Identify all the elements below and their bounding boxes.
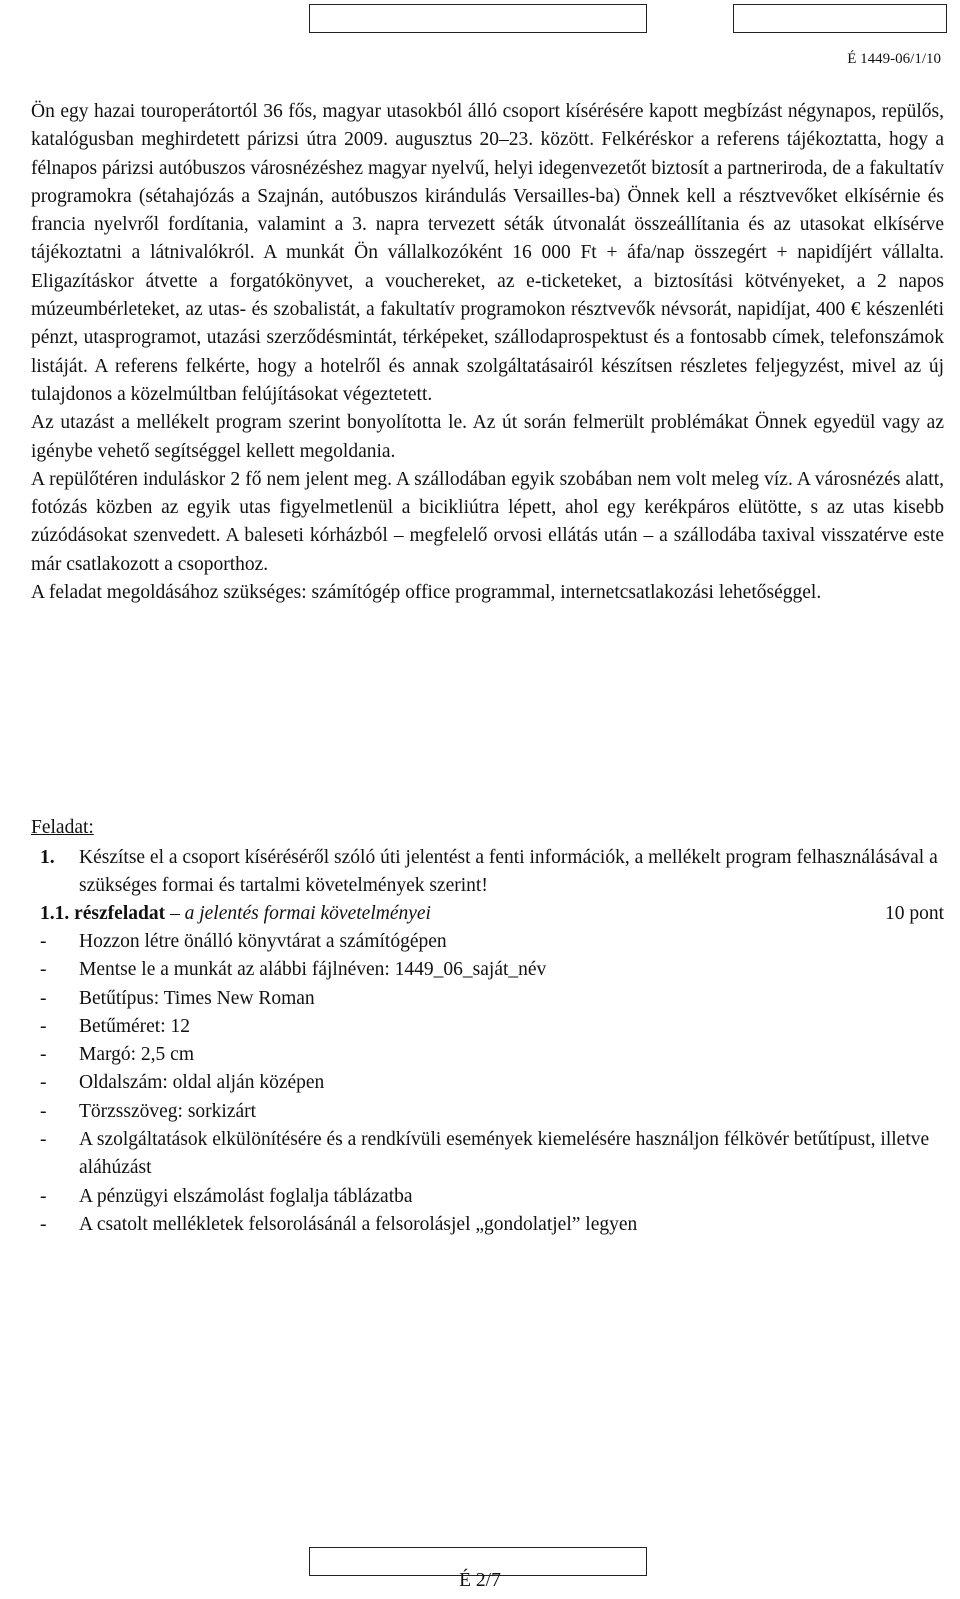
subtask-title: a jelentés formai követelményei <box>184 903 431 924</box>
list-item: - Mentse le a munkát az alábbi fájlnéven: 1449_06_saját_név <box>40 956 944 984</box>
list-item: - Betűtípus: Times New Roman <box>40 985 944 1013</box>
page-number: É 2/7 <box>459 1570 501 1591</box>
subtask-points: 10 pont <box>884 903 944 924</box>
document-code: É 1449-06/1/10 <box>847 51 941 67</box>
subtask-number: 1.1. részfeladat <box>40 903 166 924</box>
subtask-dash: – <box>165 903 185 924</box>
task-1-text: Készítse el a csoport kíséréséről szóló úti jelentést a fenti információk, a mellékelt program felhasználásával a szükséges formai és tartalmi követelmények szerint! <box>79 847 938 897</box>
list-item: - Törzsszöveg: sorkizárt <box>40 1098 944 1126</box>
intro-paragraph-3: A repülőtéren induláskor 2 fő nem jelent meg. A szállodában egyik szobában nem volt meleg víz. A városnézés alatt, fotózás közben az egyik utas figyelmetlenül a bicikliútra lépett, ahol egy kerékpáros elütötte, s az utas kisebb zúzódásokat szenvedett. A baleseti kórházból – megfelelő orvosi ellátás után – a szállodába taxival visszatérve este már csatlakozott a csoporthoz. <box>31 468 944 575</box>
intro-paragraph-2: Az utazást a mellékelt program szerint bonyolította le. Az út során felmerült problémákat Önnek egyedül vagy az igénybe vehető segítséggel kellett megoldania. <box>31 412 944 462</box>
subtask-1-1 <box>40 900 944 928</box>
intro-text <box>31 98 944 607</box>
list-item: - Hozzon létre önálló könyvtárat a számítógépen <box>40 928 944 956</box>
task-1 <box>40 844 944 901</box>
list-item: - Betűméret: 12 <box>40 1013 944 1041</box>
intro-paragraph-4: A feladat megoldásához szükséges: számítógép office programmal, internetcsatlakozási lehetőséggel. <box>31 582 822 604</box>
header-box-right <box>733 4 947 33</box>
list-item: - A csatolt mellékletek felsorolásánál a felsorolásjel „gondolatjel” legyen <box>40 1211 944 1239</box>
task-1-number: 1. <box>40 847 55 868</box>
list-item: - A pénzügyi elszámolást foglalja táblázatba <box>40 1183 944 1211</box>
list-item: - Margó: 2,5 cm <box>40 1041 944 1069</box>
intro-paragraph-1: Ön egy hazai touroperátortól 36 fős, magyar utasokból álló csoport kísérésére kapott megbízást négynapos, repülős, katalógusban meghirdetett párizsi útra 2009. augusztus 20–23. között. Felkéréskor a referens tájékoztatta, hogy a félnapos párizsi autóbuszos városnézéshez magyar nyelvű, helyi idegenvezetőt biztosít a partneriroda, de a fakultatív programokra (sétahajózás a Szajnán, autóbuszos kirándulás Versailles-ba) Önnek kell a résztvevőket elkísérnie és francia nyelvről fordítania, valamint a 3. napra tervezett séták útvonalát összeállítania és az utasokat elkísérve tájékoztatni a látnivalókról. A munkát Ön vállalkozóként 16 000 Ft + áfa/nap összegért + napidíjért vállalta. Eligazításkor átvette a forgatókönyvet, a vouchereket, az e-ticketeket, a biztosítási kötvényeket, a 2 napos múzeumbérleteket, az utas- és szobalistát, a fakultatív programokon résztvevők névsorát, napidíjat, 400 € készenléti pénzt, utasprogramot, utazási szerződésmintát, térképeket, szállodaprospektust és a fontosabb címek, telefonszámok listáját. A referens felkérte, hogy a hotelről és annak szolgáltatásairól készítsen részletes feljegyzést, mivel az új tulajdonos a közelmúltban felújításokat végeztetett. <box>31 101 944 405</box>
task-heading: Feladat: <box>31 817 94 838</box>
header-box-left <box>309 4 647 33</box>
list-item: - A szolgáltatások elkülönítésére és a rendkívüli események kiemelésére használjon félkövér betűtípust, illetve aláhúzást <box>40 1126 944 1183</box>
requirement-list <box>40 928 944 1239</box>
list-item: - Oldalszám: oldal alján középen <box>40 1069 944 1097</box>
